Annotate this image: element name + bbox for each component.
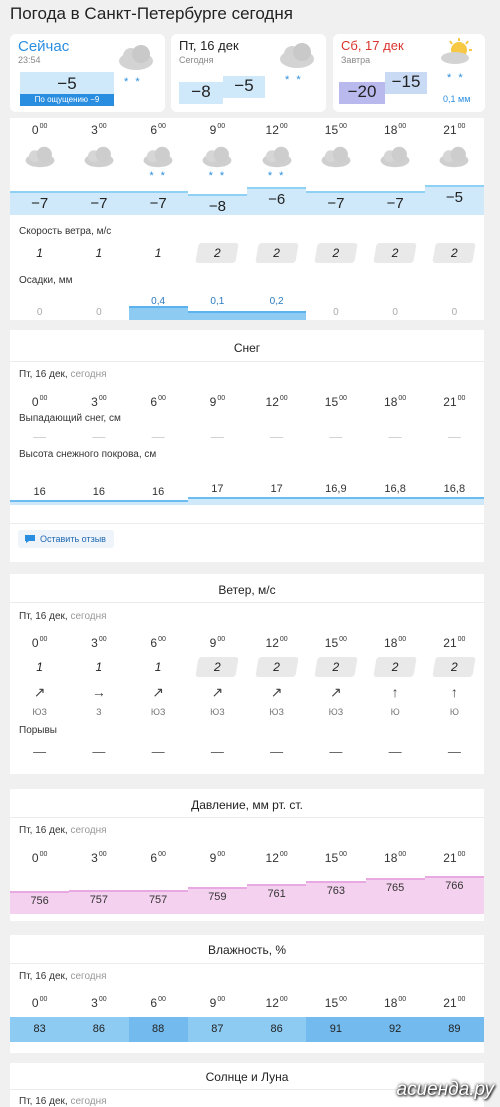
falling-snow-value: —	[447, 429, 461, 444]
hour-value: 9	[209, 636, 217, 650]
hour-value: 21	[443, 395, 457, 409]
hour-label	[10, 996, 69, 1010]
hour-label	[425, 123, 484, 137]
tomorrow-card[interactable]	[333, 34, 485, 112]
snow-title: Снег	[233, 341, 261, 355]
hourly-temp: −7	[149, 195, 167, 212]
hour-minutes: 00	[158, 851, 166, 858]
hour-label	[188, 123, 247, 137]
hour-value: 21	[443, 996, 457, 1010]
hour-minutes: 00	[279, 851, 288, 858]
date-today: сегодня	[70, 825, 107, 836]
cloud-icon	[69, 144, 128, 172]
date-today: сегодня	[70, 611, 107, 622]
pressure-value: 759	[208, 890, 227, 903]
hour-minutes: 00	[98, 636, 107, 643]
date-text: Пт, 16 дек,	[19, 611, 68, 622]
precip-value: 0,2	[269, 296, 284, 307]
hour-value: 15	[324, 123, 339, 137]
pressure-value: 765	[385, 881, 405, 894]
tomorrow-sub: Завтра	[341, 55, 371, 65]
hourly-temp: −7	[386, 195, 404, 212]
wind-speed: 1	[36, 246, 43, 260]
today-max-temp: −5	[234, 76, 254, 95]
pressure-value: 766	[445, 880, 464, 892]
divider	[10, 361, 484, 362]
wind-direction: Ю	[449, 707, 459, 717]
snow-cloud-icon	[129, 144, 188, 172]
hour-label	[69, 996, 128, 1010]
hour-value: 9	[209, 123, 217, 137]
date-text: Пт, 16 дек,	[19, 369, 68, 380]
pressure-section	[10, 789, 484, 921]
hour-label	[306, 395, 365, 409]
snow-cover-value: 17	[211, 483, 224, 495]
falling-snow-value: —	[92, 429, 106, 444]
gust-value: —	[210, 744, 224, 759]
now-time: 23:54	[18, 55, 41, 65]
wind-direction-icon: ↗	[152, 684, 164, 700]
today-max-box	[223, 76, 265, 98]
precip-bar	[129, 306, 188, 320]
hour-label	[247, 996, 306, 1010]
wind-speed-label: Скорость ветра, м/с	[19, 226, 112, 237]
wind-direction: Ю	[390, 707, 400, 717]
falling-snow-value: —	[329, 429, 343, 444]
divider	[10, 817, 484, 818]
hour-minutes: 00	[217, 996, 226, 1003]
hour-label	[306, 123, 365, 137]
hour-value: 0	[31, 395, 39, 409]
hour-minutes: 00	[457, 636, 466, 643]
humidity-section	[10, 935, 484, 1053]
hour-minutes: 00	[457, 123, 466, 130]
review-button-label: Оставить отзыв	[40, 534, 106, 544]
hour-label	[10, 636, 69, 650]
hour-label	[188, 636, 247, 650]
sun-moon-title: Солнце и Луна	[205, 1070, 289, 1084]
date-today: сегодня	[70, 369, 107, 380]
wind-direction: ЮЗ	[32, 707, 47, 717]
date-label	[19, 611, 107, 622]
wind-direction: З	[96, 707, 102, 717]
date-label	[19, 1096, 107, 1107]
hour-label	[188, 996, 247, 1010]
precip-value: 0	[36, 307, 43, 318]
precip-value: 0,1	[210, 296, 225, 307]
snow-cover-bar	[366, 497, 425, 505]
hour-minutes: 00	[339, 636, 347, 643]
page-title: Погода в Санкт-Петербурге сегодня	[10, 4, 293, 23]
pressure-value: 761	[267, 887, 286, 900]
hour-minutes: 00	[98, 395, 107, 402]
falling-snow-value: —	[270, 429, 284, 444]
date-today: сегодня	[70, 971, 107, 982]
hour-label	[129, 996, 188, 1010]
hour-minutes: 00	[279, 636, 288, 643]
humidity-value: 92	[366, 1017, 425, 1042]
hour-minutes: 00	[398, 851, 407, 858]
hour-minutes: 00	[217, 636, 226, 643]
hour-minutes: 00	[217, 851, 226, 858]
cloud-icon	[277, 42, 317, 70]
snow-icon: * *	[285, 74, 303, 86]
humidity-value: 89	[425, 1017, 484, 1042]
hour-minutes: 00	[398, 996, 407, 1003]
wind-section	[10, 574, 484, 774]
hour-minutes: 00	[279, 395, 288, 402]
hour-minutes: 00	[158, 636, 166, 643]
wind-speed: 2	[391, 246, 399, 260]
tomorrow-max-box	[385, 72, 427, 94]
hour-label	[188, 395, 247, 409]
hour-label	[366, 996, 425, 1010]
wind-speed: 1	[95, 246, 103, 260]
hour-value: 3	[91, 395, 98, 409]
hourly-temp: −7	[327, 195, 345, 212]
hour-value: 6	[150, 636, 158, 650]
snow-icon: * *	[149, 170, 167, 182]
gusts-label: Порывы	[19, 725, 57, 736]
today-min-temp: −8	[191, 82, 211, 101]
hour-value: 3	[91, 123, 98, 137]
precip-value: 0,4	[151, 296, 166, 307]
tomorrow-title: Сб, 17 дек	[341, 38, 404, 53]
hour-value: 6	[150, 996, 158, 1010]
wind-speed: 2	[273, 246, 280, 260]
hour-label	[306, 851, 365, 865]
wind-direction: ЮЗ	[269, 707, 284, 717]
hour-label	[247, 636, 306, 650]
divider	[10, 602, 484, 603]
precip-value: 0	[333, 307, 339, 318]
hour-value: 15	[324, 996, 339, 1010]
snow-section	[10, 330, 484, 562]
review-button[interactable]	[18, 530, 114, 548]
hour-value: 3	[91, 636, 98, 650]
wind-speed: 2	[451, 246, 458, 260]
wind-speed: 2	[273, 660, 280, 674]
humidity-value: 86	[247, 1017, 306, 1042]
snow-cover-value: 16,8	[384, 483, 406, 495]
humidity-value: 83	[10, 1017, 69, 1042]
hour-label	[425, 636, 484, 650]
wind-speed: 2	[332, 246, 340, 260]
hour-value: 18	[384, 636, 398, 650]
hour-minutes: 00	[398, 636, 407, 643]
hour-label	[247, 395, 306, 409]
chat-bubble-icon	[24, 534, 36, 544]
humidity-title: Влажность, %	[207, 943, 287, 957]
today-min-box	[179, 82, 223, 104]
hour-minutes: 00	[39, 851, 48, 858]
cloud-icon	[306, 144, 365, 172]
hour-value: 9	[209, 851, 217, 865]
now-temp: −5	[57, 74, 77, 93]
wind-speed: 2	[214, 246, 221, 260]
wind-speed: 2	[451, 660, 458, 674]
hour-value: 9	[209, 395, 217, 409]
hour-minutes: 00	[158, 395, 166, 402]
pressure-value: 756	[30, 895, 49, 907]
gust-value: —	[329, 744, 343, 759]
snow-cover-bar	[69, 500, 128, 505]
snow-cover-value: 16,9	[325, 483, 347, 495]
hour-value: 6	[150, 123, 158, 137]
pressure-value: 757	[148, 893, 168, 906]
cloud-icon	[116, 44, 156, 72]
falling-snow-label: Выпадающий снег, см	[19, 413, 121, 424]
precip-value: 0	[96, 307, 102, 318]
date-label	[19, 369, 107, 380]
hour-label	[366, 395, 425, 409]
hourly-temp: −7	[31, 195, 49, 212]
cloud-icon	[10, 144, 69, 172]
snow-cloud-icon	[188, 144, 247, 172]
humidity-value: 86	[69, 1017, 128, 1042]
hourly-temp: −8	[208, 198, 226, 215]
snow-cover-bar	[129, 500, 188, 505]
humidity-value: 87	[188, 1017, 247, 1042]
wind-direction-icon: ↗	[211, 684, 224, 700]
wind-speed: 1	[154, 660, 162, 674]
hour-label	[366, 636, 425, 650]
snow-cover-bar	[425, 497, 484, 505]
pressure-value: 757	[89, 893, 109, 906]
watermark: асиенда.ру	[396, 1079, 494, 1100]
hour-minutes: 00	[339, 395, 347, 402]
hour-minutes: 00	[339, 123, 347, 130]
snow-cover-bar	[10, 500, 69, 505]
hour-label	[306, 996, 365, 1010]
hour-minutes: 00	[158, 996, 166, 1003]
hour-value: 18	[384, 123, 398, 137]
hour-label	[10, 123, 69, 137]
hourly-temp: −5	[445, 189, 463, 206]
hour-label	[10, 395, 69, 409]
wind-speed: 2	[332, 660, 340, 674]
hour-minutes: 00	[217, 395, 226, 402]
hour-minutes: 00	[279, 996, 288, 1003]
date-text: Пт, 16 дек,	[19, 1096, 68, 1107]
hour-value: 15	[324, 636, 339, 650]
hour-value: 0	[31, 636, 39, 650]
gust-value: —	[92, 744, 106, 759]
hour-minutes: 00	[457, 996, 466, 1003]
hour-label	[366, 851, 425, 865]
hour-label	[247, 851, 306, 865]
hour-label	[425, 395, 484, 409]
hour-label	[247, 123, 306, 137]
feels-like: По ощущению −9	[20, 94, 114, 106]
hour-value: 12	[265, 395, 279, 409]
wind-title: Ветер, м/с	[218, 583, 276, 597]
tomorrow-precip: 0,1 мм	[443, 94, 471, 104]
falling-snow-value: —	[210, 429, 224, 444]
wind-speed: 2	[214, 660, 221, 674]
wind-direction-icon: ↑	[391, 684, 399, 700]
hour-label	[129, 636, 188, 650]
pressure-title: Давление, мм рт. ст.	[191, 798, 303, 812]
snow-cover-value: 16,8	[443, 483, 466, 495]
hourly-panel	[10, 118, 484, 320]
snow-cover-label: Высота снежного покрова, см	[19, 449, 157, 460]
hour-label	[69, 395, 128, 409]
hour-value: 18	[384, 395, 398, 409]
hour-label	[188, 851, 247, 865]
falling-snow-value: —	[33, 429, 47, 444]
cloud-icon	[425, 144, 484, 172]
hour-value: 12	[265, 996, 279, 1010]
hour-label	[69, 123, 128, 137]
hour-value: 15	[324, 851, 339, 865]
snow-cover-bar	[306, 497, 365, 505]
hour-minutes: 00	[217, 123, 226, 130]
tomorrow-max-temp: −15	[391, 72, 421, 91]
hour-minutes: 00	[457, 851, 466, 858]
hour-minutes: 00	[457, 395, 466, 402]
hour-minutes: 00	[98, 851, 107, 858]
hour-label	[129, 123, 188, 137]
date-label	[19, 825, 107, 836]
hour-value: 0	[31, 851, 39, 865]
hour-minutes: 00	[98, 996, 107, 1003]
precip-bar	[188, 311, 247, 320]
falling-snow-value: —	[151, 429, 165, 444]
gust-value: —	[270, 744, 284, 759]
divider	[10, 523, 484, 524]
snow-cover-value: 16	[33, 486, 46, 498]
hour-minutes: 00	[279, 123, 288, 130]
hour-label	[425, 996, 484, 1010]
hourly-temp: −7	[90, 195, 108, 212]
gust-value: —	[33, 744, 47, 759]
hour-value: 6	[150, 395, 158, 409]
humidity-value: 88	[129, 1017, 188, 1042]
hour-value: 0	[31, 123, 39, 137]
hourly-temp: −6	[268, 191, 286, 208]
wind-direction: ЮЗ	[150, 707, 166, 717]
snow-cover-value: 16	[152, 486, 165, 498]
now-title: Сейчас	[18, 38, 70, 55]
hour-minutes: 00	[39, 996, 48, 1003]
hour-value: 3	[91, 996, 98, 1010]
wind-speed: 1	[36, 660, 43, 674]
hour-label	[69, 851, 128, 865]
snow-cover-value: 16	[92, 486, 105, 498]
hour-value: 6	[150, 851, 158, 865]
hour-value: 21	[443, 851, 457, 865]
hour-minutes: 00	[339, 851, 347, 858]
hour-label	[69, 636, 128, 650]
snow-icon: * *	[267, 170, 286, 182]
hour-minutes: 00	[39, 123, 48, 130]
hour-label	[425, 851, 484, 865]
snow-cover-bar	[247, 497, 306, 505]
hour-value: 21	[443, 636, 457, 650]
today-sub: Сегодня	[179, 55, 214, 65]
hour-value: 0	[31, 996, 39, 1010]
precip-bar	[247, 311, 306, 320]
wind-direction-icon: ↗	[330, 684, 342, 700]
date-today: сегодня	[70, 1096, 107, 1107]
sun-cloud-icon	[437, 38, 477, 66]
tomorrow-min-temp: −20	[347, 82, 377, 101]
hour-minutes: 00	[398, 123, 407, 130]
divider	[10, 963, 484, 964]
cloud-icon	[366, 144, 425, 172]
hour-minutes: 00	[98, 123, 107, 130]
hour-minutes: 00	[398, 395, 407, 402]
gust-value: —	[388, 744, 402, 759]
hour-value: 3	[91, 851, 98, 865]
hour-minutes: 00	[158, 123, 166, 130]
hour-value: 12	[265, 123, 279, 137]
gust-value: —	[151, 744, 165, 759]
wind-direction: ЮЗ	[210, 707, 225, 717]
now-card[interactable]	[10, 34, 165, 112]
hour-value: 18	[384, 851, 398, 865]
date-label	[19, 971, 107, 982]
wind-speed: 2	[391, 660, 399, 674]
hour-minutes: 00	[339, 996, 347, 1003]
hour-label	[129, 395, 188, 409]
wind-direction-icon: ↗	[270, 684, 283, 700]
tomorrow-min-box	[339, 82, 385, 104]
hour-minutes: 00	[39, 636, 48, 643]
hour-label	[366, 123, 425, 137]
hour-value: 12	[265, 636, 279, 650]
hour-label	[306, 636, 365, 650]
wind-direction: ЮЗ	[328, 707, 344, 717]
hour-label	[129, 851, 188, 865]
hour-value: 12	[265, 851, 279, 865]
wind-direction-icon: ↗	[33, 684, 46, 700]
date-text: Пт, 16 дек,	[19, 971, 68, 982]
snow-cloud-icon	[247, 144, 306, 172]
humidity-value: 91	[306, 1017, 365, 1042]
today-title: Пт, 16 дек	[179, 38, 239, 53]
hour-value: 21	[443, 123, 457, 137]
date-text: Пт, 16 дек,	[19, 825, 68, 836]
wind-direction-icon: →	[91, 684, 106, 700]
falling-snow-value: —	[388, 429, 402, 444]
snow-icon: * *	[208, 170, 227, 182]
wind-speed: 1	[154, 246, 162, 260]
precip-value: 0	[392, 307, 398, 318]
snow-icon: * *	[124, 76, 142, 88]
hour-minutes: 00	[39, 395, 48, 402]
snow-cover-value: 17	[270, 483, 283, 495]
hour-value: 15	[324, 395, 339, 409]
snow-cover-bar	[188, 497, 247, 505]
today-card[interactable]	[171, 34, 326, 112]
hour-label	[10, 851, 69, 865]
hour-value: 9	[209, 996, 217, 1010]
wind-direction-icon: ↑	[450, 684, 458, 700]
snow-icon: * *	[447, 72, 465, 84]
precip-label: Осадки, мм	[19, 275, 73, 286]
hour-value: 18	[384, 996, 398, 1010]
pressure-value: 763	[326, 884, 346, 897]
precip-value: 0	[451, 307, 458, 318]
wind-speed: 1	[95, 660, 103, 674]
gust-value: —	[447, 744, 461, 759]
